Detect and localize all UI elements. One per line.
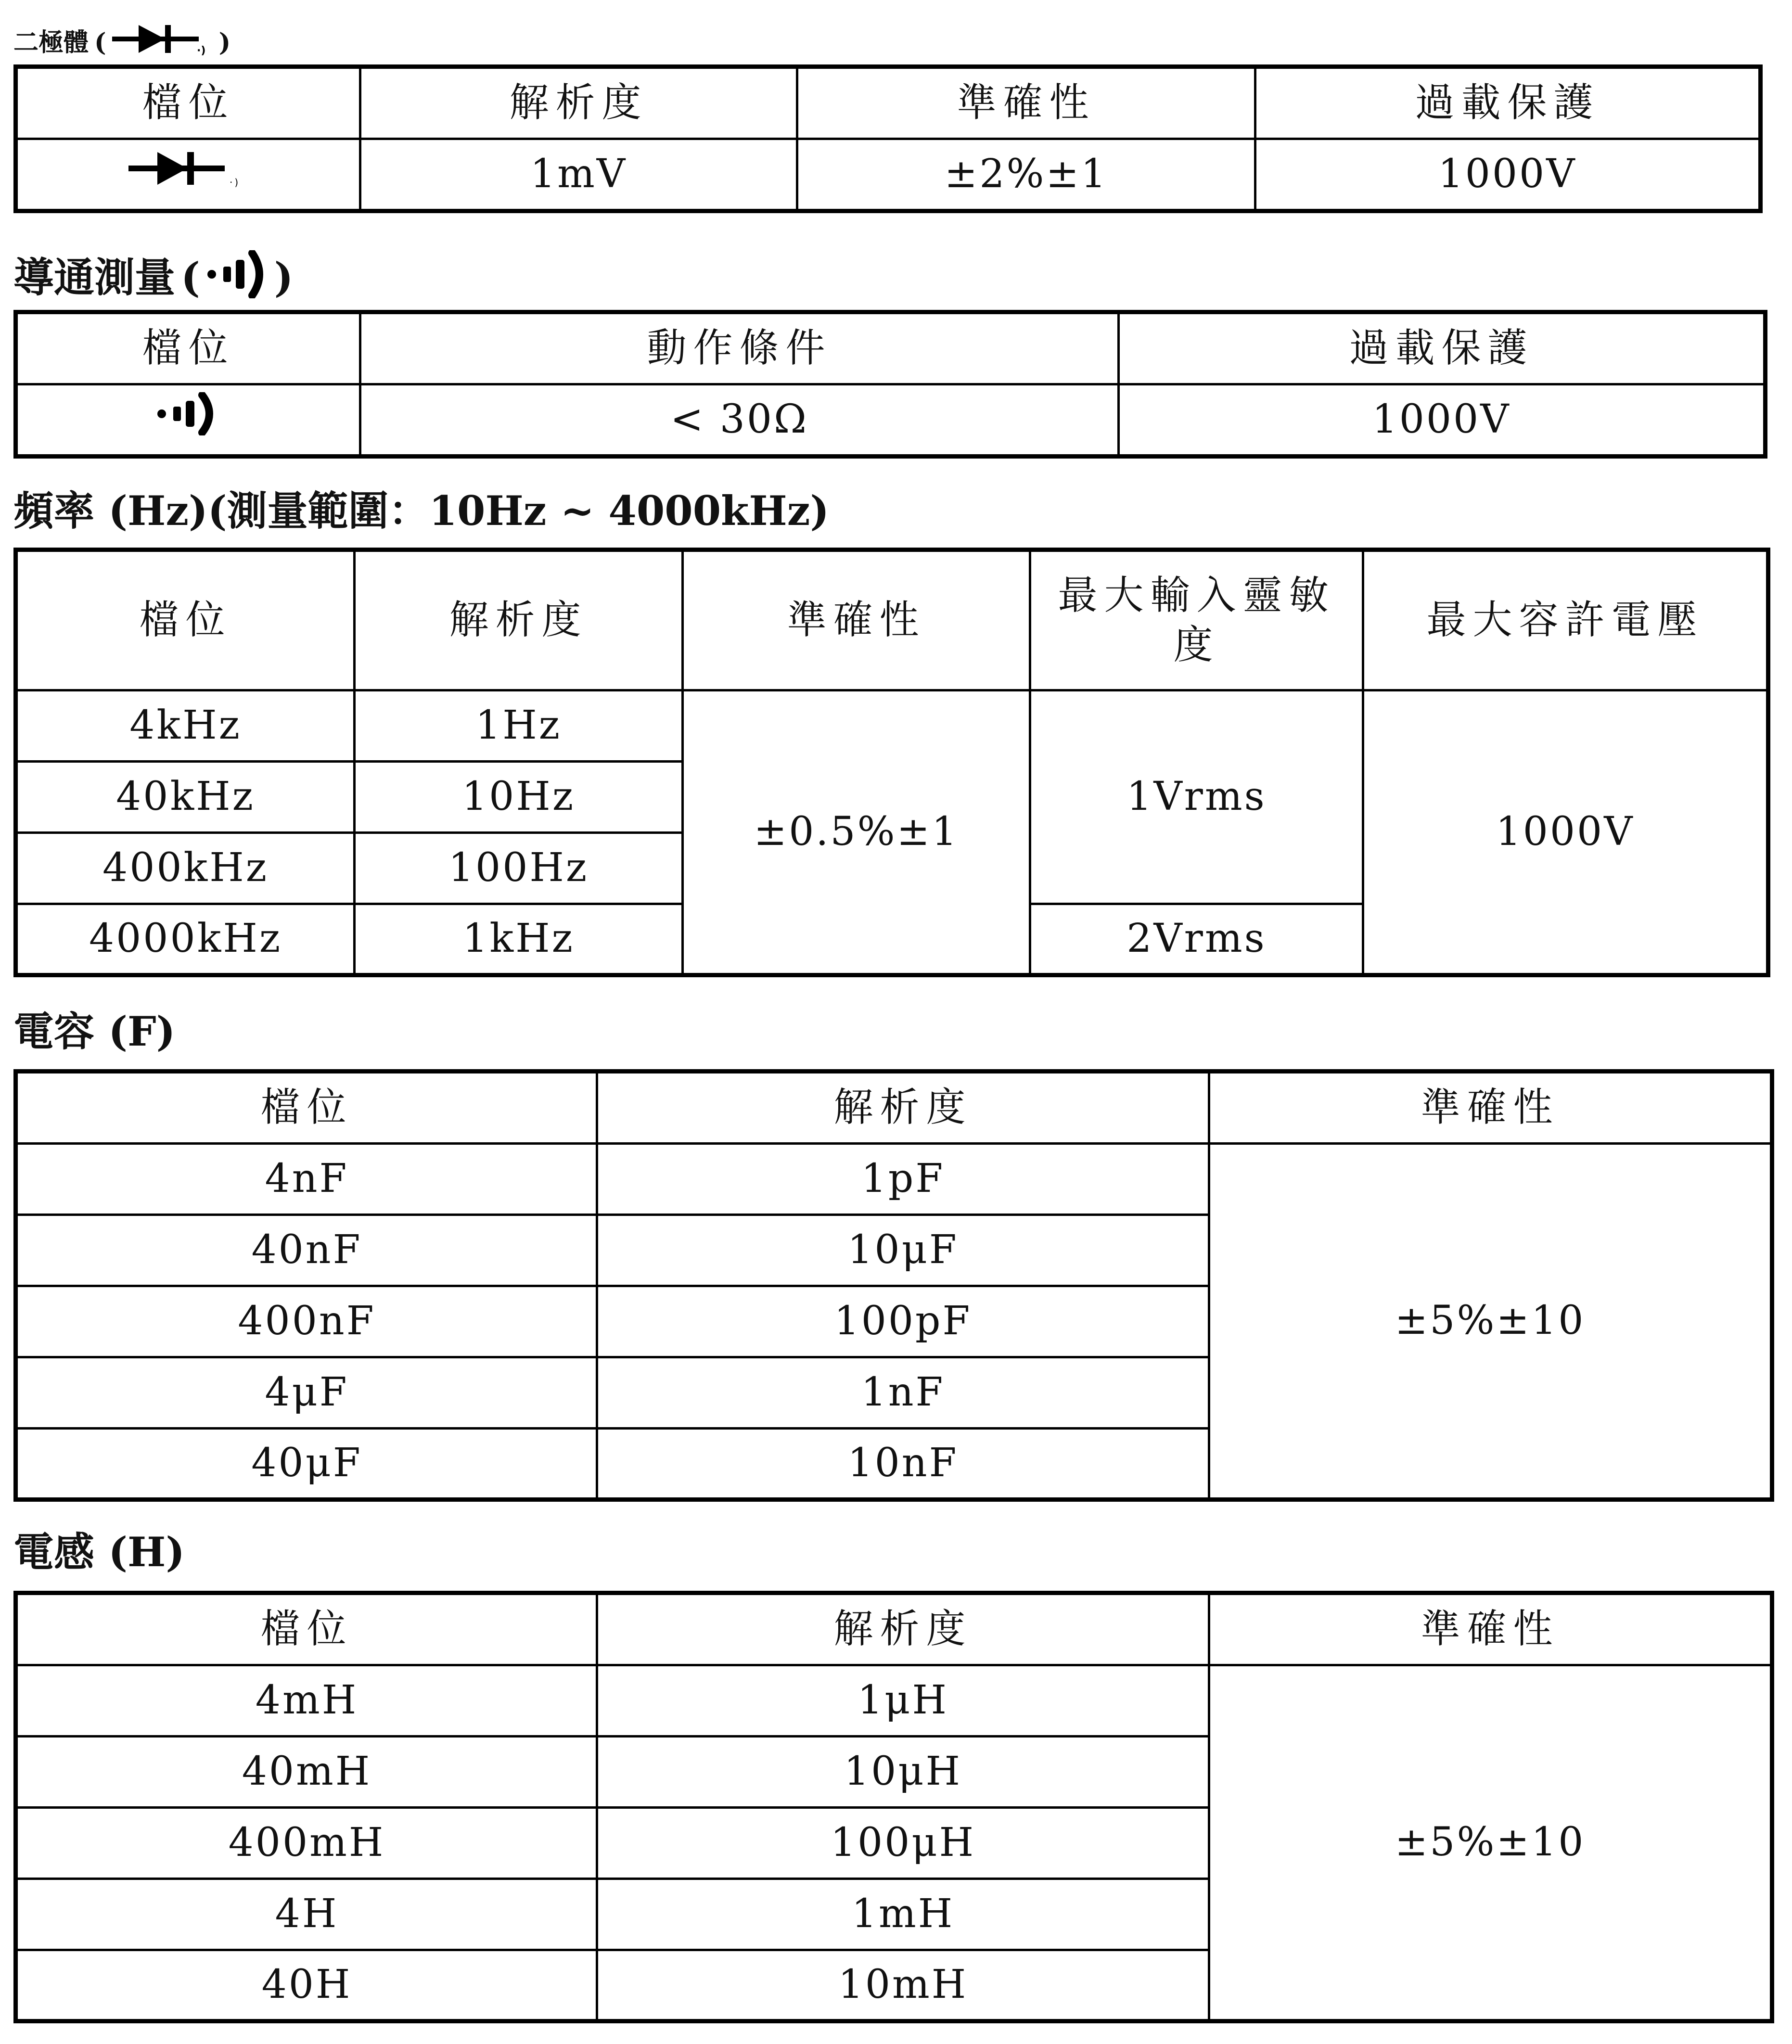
header-accuracy: 準確性 xyxy=(683,550,1030,690)
cap-resolution: 1nF xyxy=(597,1357,1209,1429)
header-condition: 動作條件 xyxy=(360,312,1119,384)
ind-resolution: 1μH xyxy=(597,1665,1209,1737)
diode-section-title: 二極體 ( ·) ) xyxy=(13,21,236,64)
capacitance-title-text: 電容 (F) xyxy=(13,1008,176,1055)
diode-accuracy: ±2%±1 xyxy=(797,139,1255,211)
ind-range: 4H xyxy=(16,1879,597,1950)
continuity-table xyxy=(13,310,1767,459)
freq-resolution: 100Hz xyxy=(355,833,683,904)
ind-resolution: 1mH xyxy=(597,1879,1209,1950)
diode-title-text: 二極體 xyxy=(13,27,89,57)
header-accuracy: 準確性 xyxy=(1209,1072,1772,1144)
table-row xyxy=(16,312,1766,384)
diode-icon xyxy=(128,152,249,197)
buzzer-icon xyxy=(206,250,269,305)
cap-range: 400nF xyxy=(16,1286,597,1357)
ind-resolution: 100μH xyxy=(597,1808,1209,1879)
continuity-overload: 1000V xyxy=(1119,384,1766,457)
diode-table xyxy=(13,64,1763,213)
header-range: 檔位 xyxy=(16,67,360,139)
header-max-voltage: 最大容許電壓 xyxy=(1363,550,1768,690)
header-range: 檔位 xyxy=(16,1593,597,1665)
cap-accuracy: ±5%±10 xyxy=(1209,1144,1772,1500)
header-overload: 過載保護 xyxy=(1119,312,1766,384)
diode-icon xyxy=(112,21,213,64)
cap-resolution: 1pF xyxy=(597,1144,1209,1215)
diode-overload: 1000V xyxy=(1255,139,1761,211)
continuity-range-cell xyxy=(16,384,360,457)
header-resolution: 解析度 xyxy=(597,1593,1209,1665)
capacitance-section-title xyxy=(13,1008,176,1055)
freq-accuracy: ±0.5%±1 xyxy=(683,690,1030,975)
header-resolution: 解析度 xyxy=(597,1072,1209,1144)
ind-resolution: 10mH xyxy=(597,1950,1209,2021)
header-resolution: 解析度 xyxy=(355,550,683,690)
table-row xyxy=(16,1072,1772,1144)
svg-text:·): ·) xyxy=(196,45,206,57)
header-range: 檔位 xyxy=(16,1072,597,1144)
header-sensitivity: 最大輸入靈敏度 xyxy=(1030,550,1363,690)
continuity-section-title: 導通測量 ( ) xyxy=(13,250,299,305)
inductance-title-text: 電感 (H) xyxy=(13,1528,185,1576)
cap-range: 40μF xyxy=(16,1429,597,1500)
svg-text:·): ·) xyxy=(229,177,240,188)
header-resolution: 解析度 xyxy=(360,67,797,139)
table-row xyxy=(16,139,1761,211)
ind-range: 40H xyxy=(16,1950,597,2021)
header-range: 檔位 xyxy=(16,312,360,384)
buzzer-icon xyxy=(155,399,222,445)
table-row xyxy=(16,384,1766,457)
freq-resolution: 1Hz xyxy=(355,690,683,762)
ind-range: 400mH xyxy=(16,1808,597,1879)
table-row xyxy=(16,1665,1772,1737)
table-row xyxy=(16,690,1768,762)
freq-max-voltage: 1000V xyxy=(1363,690,1768,975)
freq-range: 40kHz xyxy=(16,762,355,833)
continuity-title-text: 導通測量 xyxy=(13,253,176,301)
continuity-condition: < 30Ω xyxy=(360,384,1119,457)
diode-resolution: 1mV xyxy=(360,139,797,211)
cap-range: 4μF xyxy=(16,1357,597,1429)
ind-accuracy: ±5%±10 xyxy=(1209,1665,1772,2021)
diode-range-cell xyxy=(16,139,360,211)
header-range: 檔位 xyxy=(16,550,355,690)
cap-range: 4nF xyxy=(16,1144,597,1215)
inductance-section-title xyxy=(13,1528,185,1576)
frequency-title-text: 頻率 (Hz)(測量範圍：10Hz ~ 4000kHz) xyxy=(13,487,830,535)
inductance-table xyxy=(13,1591,1774,2023)
freq-resolution: 1kHz xyxy=(355,904,683,975)
freq-sensitivity-low: 1Vrms xyxy=(1030,690,1363,904)
header-overload: 過載保護 xyxy=(1255,67,1761,139)
table-row xyxy=(16,1593,1772,1665)
table-row xyxy=(16,550,1768,690)
freq-resolution: 10Hz xyxy=(355,762,683,833)
cap-range: 40nF xyxy=(16,1215,597,1286)
ind-range: 4mH xyxy=(16,1665,597,1737)
freq-range: 4kHz xyxy=(16,690,355,762)
frequency-table xyxy=(13,548,1770,977)
header-accuracy: 準確性 xyxy=(797,67,1255,139)
header-accuracy: 準確性 xyxy=(1209,1593,1772,1665)
frequency-section-title xyxy=(13,487,830,535)
freq-range: 400kHz xyxy=(16,833,355,904)
freq-range: 4000kHz xyxy=(16,904,355,975)
cap-resolution: 10μF xyxy=(597,1215,1209,1286)
cap-resolution: 100pF xyxy=(597,1286,1209,1357)
ind-range: 40mH xyxy=(16,1737,597,1808)
cap-resolution: 10nF xyxy=(597,1429,1209,1500)
capacitance-table xyxy=(13,1069,1774,1502)
ind-resolution: 10μH xyxy=(597,1737,1209,1808)
table-row xyxy=(16,67,1761,139)
table-row xyxy=(16,1144,1772,1215)
freq-sensitivity-high: 2Vrms xyxy=(1030,904,1363,975)
